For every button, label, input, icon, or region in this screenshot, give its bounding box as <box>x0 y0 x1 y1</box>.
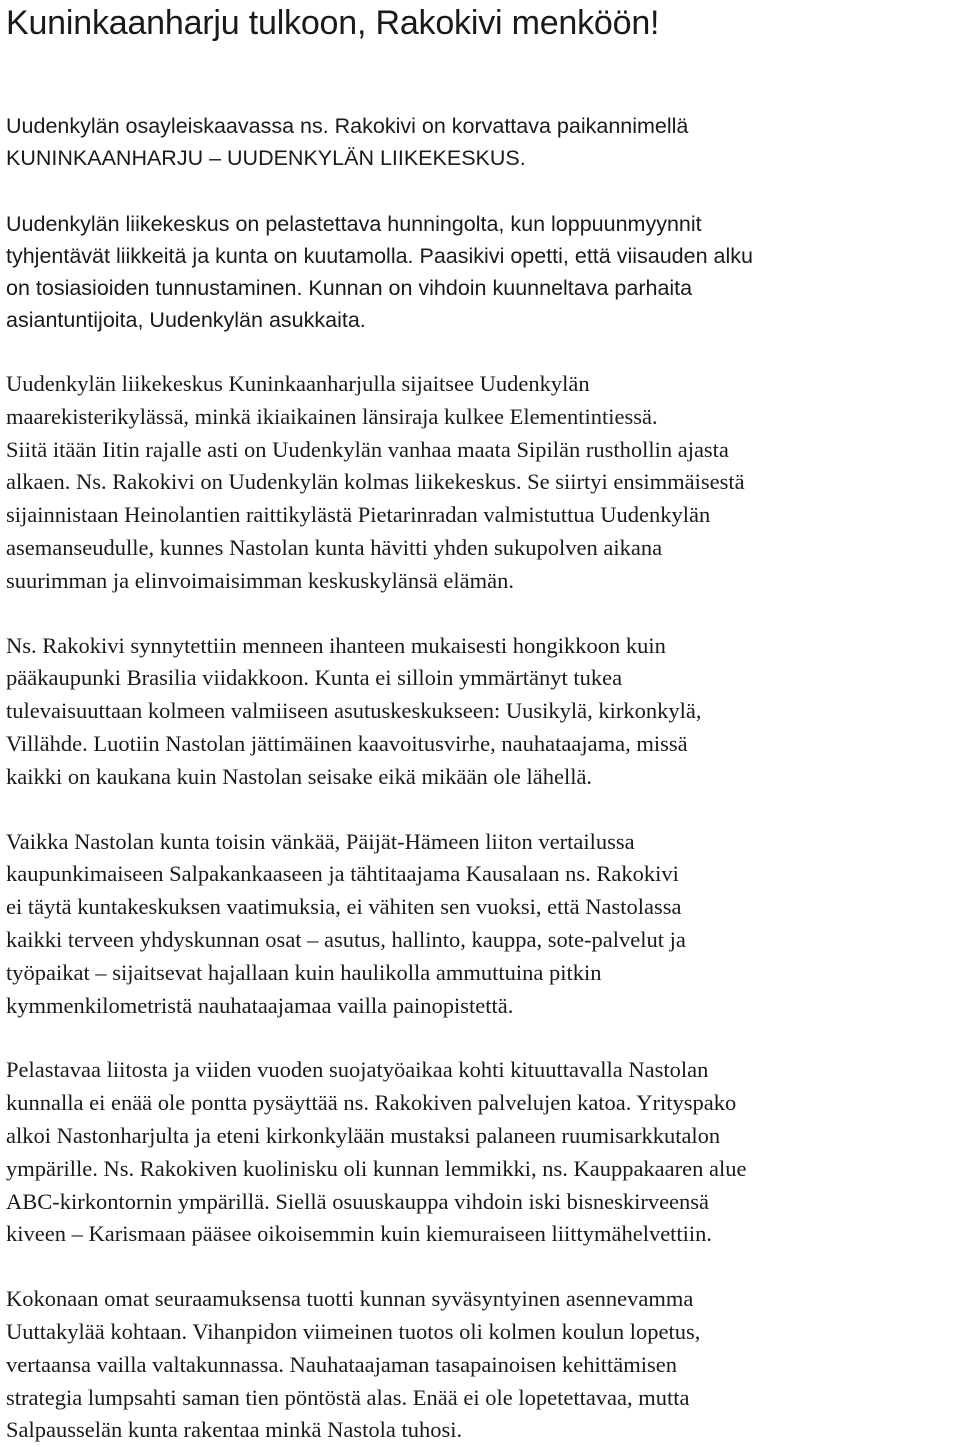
paragraph-line: tyhjentävät liikkeitä ja kunta on kuutamolla. Paasikivi opetti, että viisauden alku <box>6 244 753 268</box>
paragraph-line: Uudenkylän liikekeskus Kuninkaanharjulla sijaitsee Uudenkylän <box>6 371 590 396</box>
paragraph-line: asemanseudulle, kunnes Nastolan kunta hävitti yhden sukupolven aikana <box>6 534 663 560</box>
paragraph-6 <box>6 1054 954 1251</box>
paragraph-line: asiantuntijoita, Uudenkylän asukkaita. <box>6 308 366 332</box>
paragraph-line: maarekisterikylässä, minkä ikiaikainen länsiraja kulkee Elementintiessä. <box>6 403 658 429</box>
paragraph-line: kaikki terveen yhdyskunnan osat – asutus, hallinto, kauppa, sote-palvelut ja <box>6 926 686 952</box>
paragraph-line: pääkaupunki Brasilia viidakkoon. Kunta ei silloin ymmärtänyt tukea <box>6 665 623 691</box>
paragraph-2 <box>6 208 954 336</box>
paragraph-line: Uudenkylän osayleiskaavassa ns. Rakokivi on korvattava paikannimellä <box>6 114 689 138</box>
paragraph-line: Uuttakylää kohtaan. Vihanpidon viimeinen tuotos oli kolmen koulun lopetus, <box>6 1318 701 1344</box>
paragraph-line: Pelastavaa liitosta ja viiden vuoden suojatyöaikaa kohti kituuttavalla Nastolan <box>6 1057 709 1083</box>
paragraph-1 <box>6 110 954 174</box>
paragraph-line: Salpausselän kunta rakentaa minkä Nastola tuhosi. <box>6 1417 463 1443</box>
paragraph-3 <box>6 368 954 598</box>
paragraph-line: Villähde. Luotiin Nastolan jättimäinen kaavoitusvirhe, nauhataajama, missä <box>6 730 688 756</box>
paragraph-line: kiveen – Karismaan pääsee oikoisemmin kuin kiemuraiseen liittymähelvettiin. <box>6 1221 713 1247</box>
paragraph-7 <box>6 1283 954 1447</box>
paragraph-line: alkoi Nastonharjulta ja eteni kirkonkylään mustaksi palaneen ruumisarkkutalon <box>6 1122 721 1148</box>
paragraph-line: Ns. Rakokivi synnytettiin menneen ihanteen mukaisesti hongikkoon kuin <box>6 632 666 658</box>
paragraph-line: ABC-kirkontornin ympärillä. Siellä osuuskauppa vihdoin iski bisneskirveensä <box>6 1188 710 1214</box>
paragraph-5 <box>6 826 954 1023</box>
paragraph-line: kymmenkilometristä nauhataajamaa vailla painopistettä. <box>6 992 514 1018</box>
paragraph-line: Uudenkylän liikekeskus on pelastettava hunningolta, kun loppuunmyynnit <box>6 212 702 236</box>
paragraph-line: kaupunkimaiseen Salpakankaaseen ja tähtitaajama Kausalaan ns. Rakokivi <box>6 861 679 887</box>
paragraph-line: ei täytä kuntakeskuksen vaatimuksia, ei vähiten sen vuoksi, että Nastolassa <box>6 894 682 920</box>
paragraph-line: vertaansa vailla valtakunnassa. Nauhataajaman tasapainoisen kehittämisen <box>6 1351 677 1377</box>
paragraph-line: ympärille. Ns. Rakokiven kuolinisku oli kunnan lemmikki, ns. Kauppakaaren alue <box>6 1155 747 1181</box>
paragraph-line: Kokonaan omat seuraamuksensa tuotti kunnan syväsyntyinen asennevamma <box>6 1286 694 1312</box>
paragraph-line: tulevaisuuttaan kolmeen valmiiseen asutuskeskukseen: Uusikylä, kirkonkylä, <box>6 698 702 724</box>
paragraph-line: sijainnistaan Heinolantien raittikylästä Pietarinradan valmistuttua Uudenkylän <box>6 502 711 528</box>
paragraph-line: alkaen. Ns. Rakokivi on Uudenkylän kolmas liikekeskus. Se siirtyi ensimmäisestä <box>6 469 745 495</box>
paragraph-line: kunnalla ei enää ole pontta pysäyttää ns. Rakokiven palvelujen katoa. Yrityspako <box>6 1090 737 1116</box>
paragraph-4 <box>6 630 954 794</box>
paragraph-line: on tosiasioiden tunnustaminen. Kunnan on vihdoin kuunneltava parhaita <box>6 276 693 300</box>
paragraph-line: KUNINKAANHARJU – UUDENKYLÄN LIIKEKESKUS. <box>6 146 526 170</box>
paragraph-line: kaikki on kaukana kuin Nastolan seisake eikä mikään ole lähellä. <box>6 763 593 789</box>
paragraph-line: työpaikat – sijaitsevat hajallaan kuin haulikolla ammuttuina pitkin <box>6 959 602 985</box>
paragraph-line: strategia lumpsahti saman tien pöntöstä alas. Enää ei ole lopetettavaa, mutta <box>6 1384 690 1410</box>
paragraph-line: suurimman ja elinvoimaisimman keskuskylänsä elämän. <box>6 567 515 593</box>
paragraph-line: Vaikka Nastolan kunta toisin vänkää, Päijät-Hämeen liiton vertailussa <box>6 828 635 854</box>
paragraph-line: Siitä itään Iitin rajalle asti on Uudenkylän vanhaa maata Sipilän rusthollin ajasta <box>6 436 729 462</box>
document-title: Kuninkaanharju tulkoon, Rakokivi menköön! <box>6 4 660 42</box>
